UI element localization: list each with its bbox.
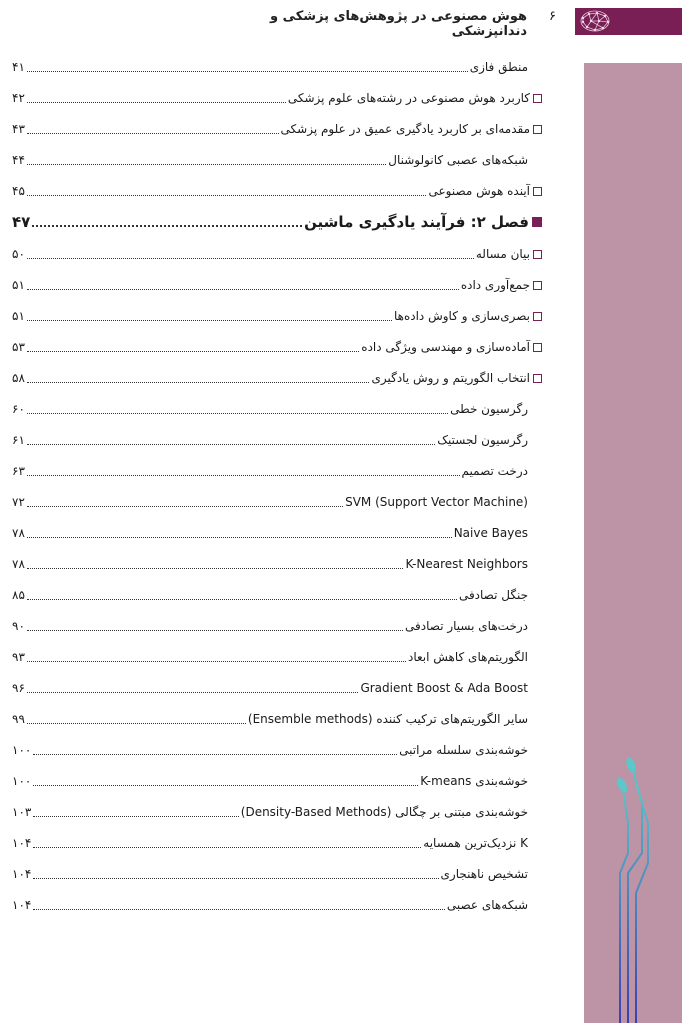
toc-entry-title: جمع‌آوری داده	[460, 278, 530, 292]
toc-page-number: ۷۸	[12, 557, 25, 571]
dot-leader	[27, 102, 286, 103]
dot-leader	[27, 382, 370, 383]
toc-entry-row[interactable]	[12, 735, 542, 765]
toc-entry-title: سایر الگوریتم‌های ترکیب کننده (Ensemble methods)	[247, 712, 528, 726]
toc-entry-title: شبکه‌های عصبی	[446, 898, 528, 912]
dot-leader	[27, 413, 448, 414]
toc-entry-title: فصل ۲: فرآیند یادگیری ماشین	[304, 213, 529, 231]
toc-entry-row[interactable]	[12, 52, 542, 82]
dot-leader	[27, 630, 403, 631]
toc-entry-title: انتخاب الگوریتم و روش یادگیری	[371, 371, 530, 385]
dot-leader	[33, 754, 397, 755]
toc-entry-title: الگوریتم‌های کاهش ابعاد	[407, 650, 528, 664]
toc-entry-title: رگرسیون خطی	[450, 402, 528, 416]
dot-leader	[33, 816, 238, 817]
dot-leader	[27, 444, 435, 445]
toc-entry-row[interactable]	[12, 704, 542, 734]
section-bullet-icon	[533, 125, 542, 134]
section-bullet-icon	[533, 312, 542, 321]
toc-entry-title: بیان مساله	[475, 247, 530, 261]
toc-page-number: ۱۰۰	[12, 743, 32, 757]
toc-page-number: ۶۳	[12, 464, 25, 478]
toc-entry-row[interactable]	[12, 145, 542, 175]
toc-entry-row[interactable]	[12, 425, 542, 455]
toc-entry-row[interactable]	[12, 859, 542, 889]
toc-page-number: ۴۵	[12, 184, 25, 198]
toc-page-number: ۱۰۴	[12, 836, 32, 850]
toc-entry-title: جنگل تصادفی	[458, 588, 528, 602]
dot-leader	[27, 164, 386, 165]
header-page-number: ۶	[549, 9, 556, 24]
toc-page-number: ۱۰۴	[12, 898, 32, 912]
toc-page-number: ۶۱	[12, 433, 25, 447]
toc-entry-row[interactable]	[12, 363, 542, 393]
dot-leader	[27, 568, 404, 569]
section-bullet-icon	[533, 250, 542, 259]
header-band	[575, 8, 682, 35]
toc-chapter-row[interactable]	[12, 207, 542, 237]
toc-page-number: ۴۷	[12, 213, 31, 231]
toc-entry-title: رگرسیون لجستیک	[437, 433, 528, 447]
dot-leader	[33, 878, 438, 879]
toc-entry-title: Naive Bayes	[453, 526, 528, 540]
toc-entry-row[interactable]	[12, 114, 542, 144]
dot-leader	[27, 692, 359, 693]
dot-leader	[27, 258, 474, 259]
toc-page-number: ۴۲	[12, 91, 25, 105]
toc-entry-row[interactable]	[12, 176, 542, 206]
toc-page-number: ۵۸	[12, 371, 25, 385]
toc-entry-title: Gradient Boost & Ada Boost	[360, 681, 528, 695]
toc-page-number: ۵۰	[12, 247, 25, 261]
chapter-bullet-icon	[532, 217, 542, 227]
toc-page-number: ۴۱	[12, 60, 25, 74]
toc-entry-row[interactable]	[12, 642, 542, 672]
dot-leader	[27, 661, 406, 662]
dot-leader	[33, 785, 418, 786]
toc-entry-row[interactable]	[12, 301, 542, 331]
toc-entry-title: بصری‌سازی و کاوش داده‌ها	[393, 309, 530, 323]
dot-leader	[27, 506, 343, 507]
dot-leader	[33, 909, 445, 910]
section-bullet-icon	[533, 343, 542, 352]
toc-entry-title: K-Nearest Neighbors	[405, 557, 528, 571]
toc-page-number: ۸۵	[12, 588, 25, 602]
dot-leader	[27, 475, 460, 476]
dot-leader	[27, 195, 427, 196]
dot-leader	[27, 599, 457, 600]
toc-entry-row[interactable]	[12, 890, 542, 920]
brain-network-icon	[577, 8, 613, 35]
side-decoration-panel	[584, 63, 682, 1023]
toc-entry-title: تشخیص ناهنجاری	[440, 867, 528, 881]
toc-entry-row[interactable]	[12, 673, 542, 703]
dot-leader	[27, 289, 459, 290]
toc-entry-title: درخت‌های بسیار تصادفی	[405, 619, 528, 633]
toc-entry-title: کاربرد هوش مصنوعی در رشته‌های علوم پزشکی	[287, 91, 530, 105]
section-bullet-icon	[533, 281, 542, 290]
toc-page-number: ۱۰۰	[12, 774, 32, 788]
header-book-title: هوش مصنوعی در پژوهش‌های پزشکی و دندانپزشکی	[269, 9, 527, 39]
toc-entry-row[interactable]	[12, 332, 542, 362]
toc-entry-row[interactable]	[12, 518, 542, 548]
toc-entry-row[interactable]	[12, 828, 542, 858]
toc-entry-title: آماده‌سازی و مهندسی ویژگی داده	[361, 340, 530, 354]
toc-entry-title: K نزدیک‌ترین همسایه	[423, 836, 528, 850]
toc-entry-title: خوشه‌بندی مبتنی بر چگالی (Density-Based Methods)	[240, 805, 528, 819]
toc-entry-row[interactable]	[12, 549, 542, 579]
toc-page-number: ۷۲	[12, 495, 25, 509]
toc-entry-title: منطق فازی	[469, 60, 528, 74]
toc-entry-row[interactable]	[12, 580, 542, 610]
dot-leader	[33, 847, 421, 848]
toc-page-number: ۷۸	[12, 526, 25, 540]
section-bullet-icon	[533, 374, 542, 383]
dot-leader	[27, 723, 246, 724]
toc-page-number: ۹۰	[12, 619, 25, 633]
toc-page-number: ۹۳	[12, 650, 25, 664]
toc-entry-title: آینده هوش مصنوعی	[428, 184, 530, 198]
dot-leader	[27, 71, 468, 72]
section-bullet-icon	[533, 94, 542, 103]
toc-page-number: ۹۹	[12, 712, 25, 726]
toc-entry-title: SVM (Support Vector Machine)	[345, 495, 528, 509]
toc-entry-row[interactable]	[12, 239, 542, 269]
toc-entry-row[interactable]	[12, 487, 542, 517]
toc-entry-row[interactable]	[12, 394, 542, 424]
toc-entry-row[interactable]	[12, 766, 542, 796]
toc-page-number: ۱۰۴	[12, 867, 32, 881]
toc-page-number: ۹۶	[12, 681, 25, 695]
circuit-branch-decoration	[584, 63, 682, 1023]
toc-entry-title: خوشه‌بندی K-means	[420, 774, 528, 788]
toc-page-number: ۴۳	[12, 122, 25, 136]
toc-page-number: ۱۰۳	[12, 805, 32, 819]
dot-leader	[32, 225, 302, 227]
dot-leader	[27, 320, 392, 321]
dot-leader	[27, 133, 279, 134]
dot-leader	[27, 537, 452, 538]
toc-entry-title: درخت تصمیم	[461, 464, 528, 478]
toc-entry-row[interactable]	[12, 611, 542, 641]
toc-page-number: ۵۳	[12, 340, 25, 354]
section-bullet-icon	[533, 187, 542, 196]
toc-entry-row[interactable]	[12, 797, 542, 827]
toc-entry-title: شبکه‌های عصبی کانولوشنال	[388, 153, 528, 167]
toc-entry-title: خوشه‌بندی سلسله مراتبی	[399, 743, 528, 757]
dot-leader	[27, 351, 359, 352]
toc-page-number: ۵۱	[12, 278, 25, 292]
toc-page-number: ۶۰	[12, 402, 25, 416]
toc-entry-row[interactable]	[12, 83, 542, 113]
toc-entry-row[interactable]	[12, 270, 542, 300]
toc-page-number: ۴۴	[12, 153, 25, 167]
toc-page-number: ۵۱	[12, 309, 25, 323]
toc-entry-row[interactable]	[12, 456, 542, 486]
toc-entry-title: مقدمه‌ای بر کاربرد یادگیری عمیق در علوم پزشکی	[280, 122, 530, 136]
